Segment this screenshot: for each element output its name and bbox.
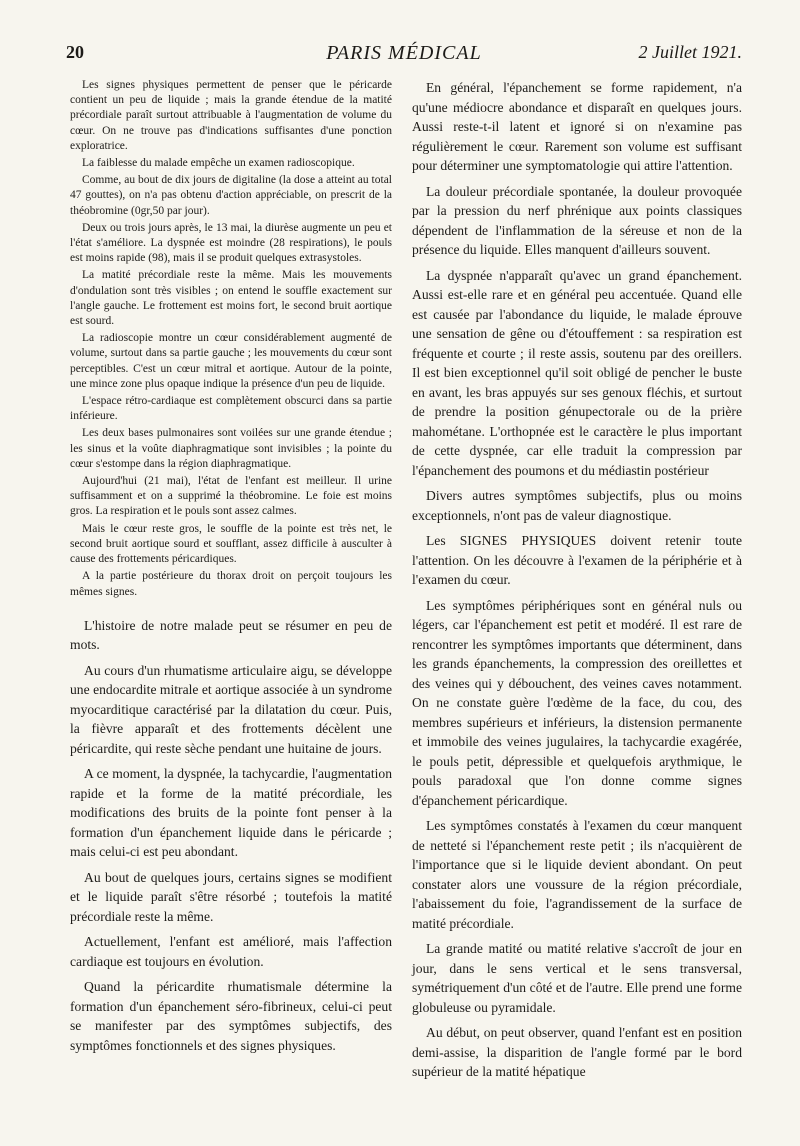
- paragraph: Actuellement, l'enfant est amélioré, mais l'affection cardiaque est toujours en évolution.: [70, 934, 392, 969]
- paragraph: La radioscopie montre un cœur considérablement augmenté de volume, surtout dans sa partie gauche ; les mouvements du cœur sont perceptibles. C'est un cœur mitral et aortique. Autour de la pointe, une mince zone plus opaque indique la présence d'un peu de liquide.: [70, 332, 392, 390]
- paragraph: Quand la péricardite rhumatismale détermine la formation d'un épanchement séro-fibrineux, celui-ci peut se manifester par des symptômes subjectifs, des symptômes fonctionnels et des signes physiques.: [70, 979, 392, 1053]
- issue-date: 2 Juillet 1921.: [638, 42, 742, 62]
- paragraph: Deux ou trois jours après, le 13 mai, la diurèse augmente un peu et l'état s'améliore. La dyspnée est moindre (28 respirations), le pouls est moins rapide (98), mais il se produit quelques extrasystoles.: [70, 221, 392, 265]
- paragraph: Les SIGNES PHYSIQUES doivent retenir toute l'attention. On les découvre à l'examen de la périphérie et à l'examen du cœur.: [412, 533, 742, 587]
- paragraph: Au bout de quelques jours, certains signes se modifient et le liquide paraît s'être résorbé ; toutefois la matité précordiale reste la même.: [70, 869, 392, 924]
- paragraph: Au cours d'un rhumatisme articulaire aigu, se développe une endocardite mitrale et aortique associée à un syndrome myocarditique caractérisé par la dilatation du cœur. Puis, la fièvre apparaît et des frottements décèlent une péricardite, qui reste sèche pendant une huitaine de jours.: [70, 662, 392, 756]
- paragraph: Mais le cœur reste gros, le souffle de la pointe est très net, le second bruit aortique sourd et soufflant, assez difficile à ausculter à cause des frottements péricardiques.: [70, 522, 392, 566]
- paragraph: La faiblesse du malade empêche un examen radioscopique.: [82, 157, 355, 170]
- left-column: [70, 78, 392, 1061]
- right-column: [412, 78, 742, 1088]
- paragraph: L'espace rétro-cardiaque est complètement obscurci dans sa partie inférieure.: [70, 395, 392, 423]
- paragraph: Les symptômes périphériques sont en général nuls ou légers, car l'épanchement est petit et modéré. Il est rare de rencontrer les symptômes importants que déterminent, dans les grands épanchements, la compression des oreillettes et des veines qui y débouchent, des veines caves notamment. On ne constate guère l'œdème de la face, du cou, des membres supérieurs et inférieurs, la distension permanente et immobile des veines jugulaires, la tachycardie exagérée, le pouls petit, dépressible et quelquefois arythmique, le pouls paradoxal que l'on donne comme signes d'épanchement péricardique.: [412, 597, 742, 808]
- paragraph: Divers autres symptômes subjectifs, plus ou moins exceptionnels, n'ont pas de valeur diagnostique.: [412, 488, 742, 523]
- paragraph: En général, l'épanchement se forme rapidement, n'a qu'une médiocre abondance et disparaît en quelques jours. Aussi reste-t-il latent et ignoré si on n'examine pas régulièrement le cœur. Rarement son volume est suffisant pour déterminer une symptomatologie qui attire l'attention.: [412, 80, 742, 173]
- paragraph: L'histoire de notre malade peut se résumer en peu de mots.: [70, 617, 392, 653]
- paragraph: A la partie postérieure du thorax droit on perçoit toujours les mêmes signes.: [70, 570, 392, 598]
- paragraph: Les signes physiques permettent de penser que le péricarde contient un peu de liquide ; mais la grande étendue de la matité précordiale paraît surtout attribuable à l'augmentation de volume du cœur. On ne trouve pas d'indications suffisantes d'une ponction exploratrice.: [70, 79, 392, 152]
- page-header: [66, 42, 742, 68]
- paragraph: Aujourd'hui (21 mai), l'état de l'enfant est meilleur. Il urine suffisamment et on a supprimé la théobromine. Le foie est moins gros. La respiration et le pouls sont assez calmes.: [70, 475, 392, 518]
- page-number: 20: [66, 42, 84, 62]
- paragraph: La douleur précordiale spontanée, la douleur provoquée par la pression du nerf phrénique aux points classiques dépendent de l'inflammation de la séreuse et non de la présence du liquide. Elles manquent d'ailleurs souvent.: [412, 183, 742, 257]
- case-notes: [70, 78, 392, 600]
- discussion-text: [70, 616, 392, 1056]
- paragraph: La dyspnée n'apparaît qu'avec un grand épanchement. Aussi est-elle rare et en général peu accentuée. Quand elle est causée par l'abondance du liquide, le malade éprouve une sensation de gêne ou d'étouffement : sa respiration est fréquente et courte ; il reste assis, soutenu par des oreillers. Il est bien exceptionnel qu'il soit obligé de pencher le buste en avant, les bras appuyés sur ses genoux fléchis, et surtout de prendre la position génupectorale ou de la prière mahométane. L'orthopnée est le caractère le plus important de cette dyspnée, car elle traduit la compression par l'épanchement des poumons et du médiastin postérieur: [412, 267, 742, 478]
- paragraph: A ce moment, la dyspnée, la tachycardie, l'augmentation rapide et la forme de la matité précordiale, les modifications des bruits de la pointe font penser à la formation d'un épanchement liquide dans le péricarde ; mais celui-ci est peu abondant.: [70, 766, 392, 860]
- paragraph: La grande matité ou matité relative s'accroît de jour en jour, dans le sens vertical et le sens transversal, symétriquement d'un côté et de l'autre. Elle prend une forme globuleuse ou pyramidale.: [412, 941, 742, 1015]
- paragraph: Les deux bases pulmonaires sont voilées sur une grande étendue ; les sinus et la voûte diaphragmatique sont invisibles ; la pointe du cœur s'estompe dans la région diaphragmatique.: [70, 427, 392, 470]
- paragraph: Comme, au bout de dix jours de digitaline (la dose a atteint au total 47 gouttes), on n'a pas obtenu d'action appréciable, on prescrit de la théobromine (0gr,50 par jour).: [70, 174, 392, 217]
- paragraph: Les symptômes constatés à l'examen du cœur manquent de netteté si l'épanchement reste petit ; ils n'acquièrent de l'importance que si le liquide devient abondant. On peut constater alors une voussure de la région précordiale, l'abaissement du foie, l'agrandissement de la surface de matité précordiale.: [412, 818, 742, 931]
- journal-title: PARIS MÉDICAL: [326, 42, 482, 64]
- paragraph: Au début, on peut observer, quand l'enfant est en position demi-assise, la disparition de l'angle formé par le bord supérieur de la matité hépatique: [412, 1025, 742, 1079]
- paragraph: La matité précordiale reste la même. Mais les mouvements d'ondulation sont très visibles ; on entend le souffle exactement sur l'angle gauche. Le frottement est moins fort, le second bruit aortique est sourd.: [70, 269, 392, 328]
